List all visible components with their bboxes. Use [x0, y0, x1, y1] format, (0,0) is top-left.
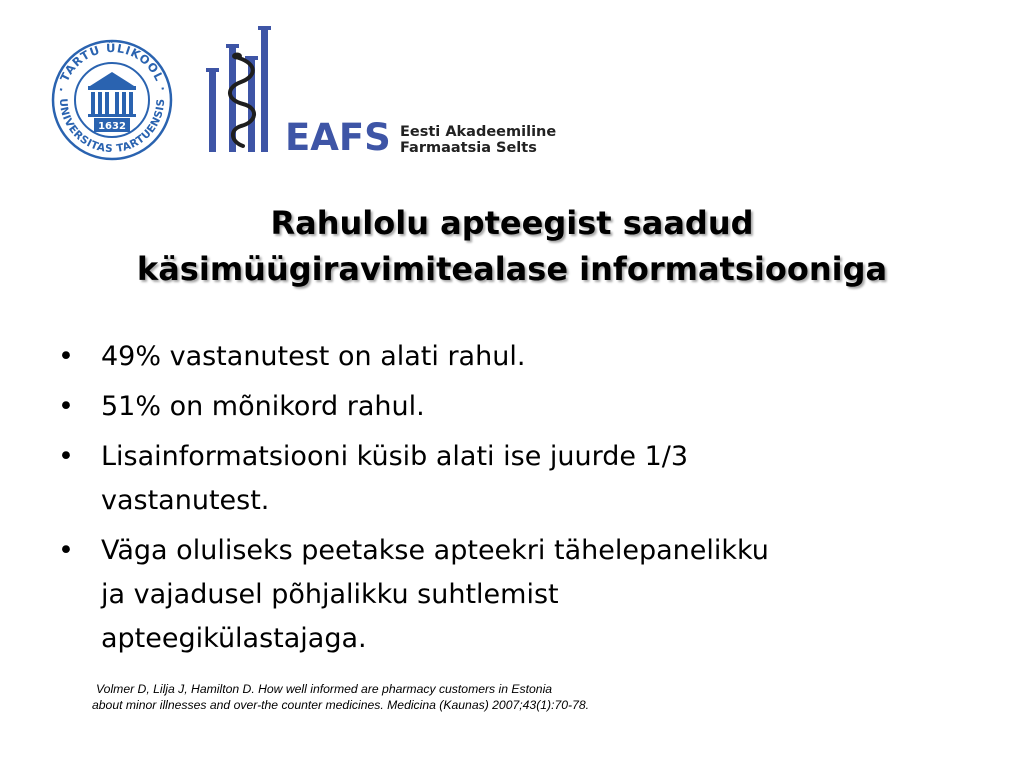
bullet-dot-icon: •	[58, 535, 74, 566]
citation-line-2: about minor illnesses and over-the counter medicines. Medicina (Kaunas) 2007;43(1):70-78.	[92, 698, 590, 712]
eafs-name-line-2: Farmaatsia Selts	[400, 140, 537, 156]
bullet-item-2	[58, 385, 938, 429]
bullet-dot-icon: •	[58, 441, 74, 472]
bullet-text-line-2: vastanutest.	[101, 485, 270, 516]
bullet-list	[58, 335, 938, 667]
bullet-item-4	[58, 529, 938, 661]
eafs-full-name	[400, 124, 556, 156]
eafs-acronym: EAFS	[285, 116, 391, 159]
slide-title-line-1: Rahulolu apteegist saadud	[270, 204, 754, 242]
bullet-text: 51% on mõnikord rahul.	[101, 391, 425, 422]
eafs-logo	[205, 26, 565, 159]
slide-title	[60, 200, 964, 292]
bullet-text-line-2: ja vajadusel põhjalikku suhtlemist	[101, 579, 559, 610]
pharmacy-columns-emblem-icon	[205, 26, 285, 156]
bullet-dot-icon: •	[58, 341, 74, 372]
bullet-text: 49% vastanutest on alati rahul.	[101, 341, 526, 372]
bullet-text-line-1: Lisainformatsiooni küsib alati ise juurde 1/3	[101, 441, 689, 472]
bullet-dot-icon: •	[58, 391, 74, 422]
citation-reference	[92, 681, 589, 713]
bullet-item-1	[58, 335, 938, 379]
eafs-name-line-1: Eesti Akadeemiline	[400, 124, 557, 140]
slide-title-line-2: käsimüügiravimitealase informatsiooniga	[136, 250, 888, 288]
svg-text:· TARTU ÜLIKOOL ·: · TARTU ÜLIKOOL ·	[53, 40, 171, 94]
university-of-tartu-seal	[50, 38, 174, 162]
bullet-text-line-1: Väga oluliseks peetakse apteekri tähelepanelikku	[101, 535, 769, 566]
bullet-item-3	[58, 435, 938, 523]
seal-year: 1632	[98, 121, 126, 132]
svg-text:UNIVERSITAS TARTUENSIS: UNIVERSITAS TARTUENSIS	[56, 98, 168, 156]
citation-line-1: Volmer D, Lilja J, Hamilton D. How well informed are pharmacy customers in Estonia	[96, 682, 553, 696]
bullet-text-line-3: apteegikülastajaga.	[101, 623, 367, 654]
